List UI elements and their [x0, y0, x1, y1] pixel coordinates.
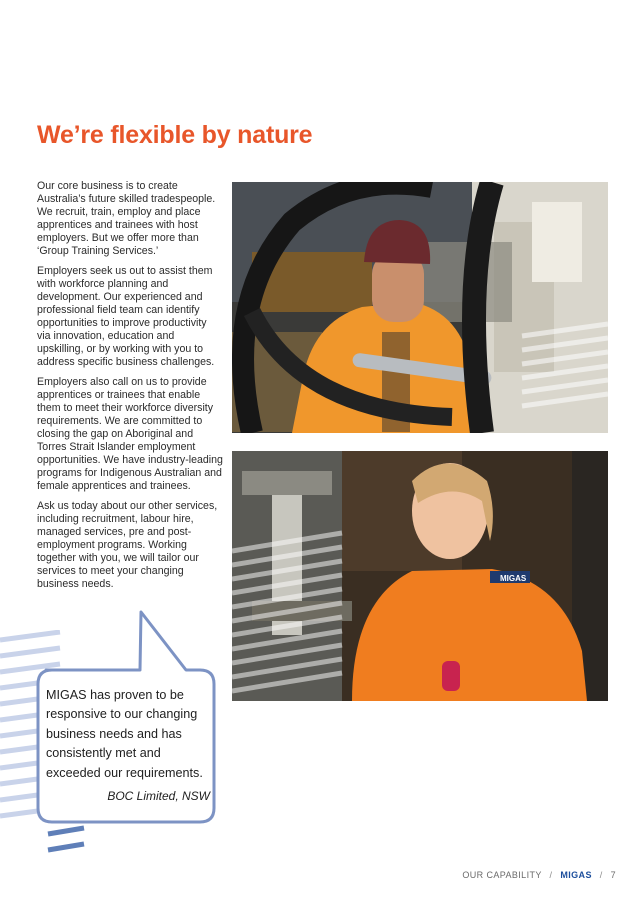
photo-apprentice-with-wrench: [232, 182, 608, 433]
paragraph: Employers also call on us to provide apprentices or trainees that enable them to meet their workforce diversity requirements. We are committed to closing the gap on Aboriginal and Torres Strait Islander employment opportunities. We have industry-leading programs for Indigenous Australian and female apprentices and trainees.: [37, 376, 223, 492]
footer-separator: /: [549, 870, 553, 880]
paragraph: Our core business is to create Australia’s future skilled tradespeople. We recruit, train, employ and place apprentices and trainees with host employers. But we offer more than ‘Group Training Services.’: [37, 180, 216, 257]
page-title: We’re flexible by nature: [37, 121, 313, 149]
footer-section: OUR CAPABILITY: [462, 870, 542, 880]
page-footer: [462, 870, 616, 880]
photo-female-apprentice: [232, 451, 608, 701]
paragraph: Employers seek us out to assist them with workforce planning and development. Our experienced and professional field team can identify opportunities to improve productivity via innovation, education and upskilling, or by working with you to address specific business challenges.: [37, 265, 215, 368]
uniform-logo: MIGAS: [500, 574, 527, 583]
testimonial-quote: MIGAS has proven to be responsive to our changing business needs and has consistently met and exceeded our requirements.: [46, 688, 203, 780]
testimonial: [46, 686, 212, 803]
testimonial-source: BOC Limited, NSW: [107, 789, 210, 804]
footer-separator: /: [599, 870, 603, 880]
paragraph: Ask us today about our other services, including recruitment, labour hire, managed services, pre and post-employment programs. Working together with you, we will tailor our services to meet your changing business needs.: [37, 500, 218, 590]
footer-brand: MIGAS: [560, 870, 592, 880]
page-number: 7: [610, 870, 616, 880]
body-text: [37, 180, 223, 598]
